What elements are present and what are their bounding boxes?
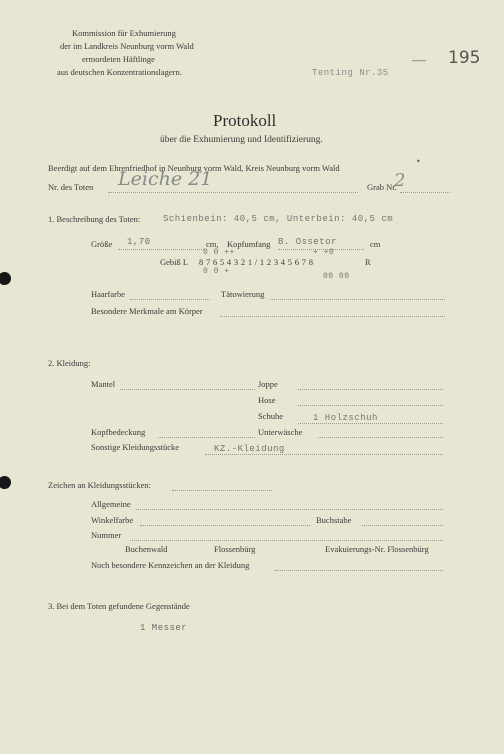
cm2-label: cm: [370, 239, 381, 249]
section2-heading: 2. Kleidung:: [48, 358, 91, 368]
tattoo-line: [270, 299, 445, 300]
nr-value: Leiche 21: [118, 168, 213, 190]
coat-label: Mantel: [91, 379, 116, 389]
marks-label: Besondere Merkmale am Körper: [91, 306, 203, 316]
shoes-value: 1 Holzschuh: [313, 413, 378, 423]
teeth-lower-right: 00 00: [323, 272, 350, 281]
org-line-3: ermordeten Häftlinge: [82, 54, 155, 64]
teeth-lower-left: 0 0 +: [203, 267, 230, 276]
teeth-upper-right: + +0: [313, 248, 335, 257]
underwear-label: Unterwäsche: [258, 427, 303, 437]
general-line: [136, 509, 443, 510]
nr-label: Nr. des Toten: [48, 182, 94, 192]
trousers-label: Hose: [258, 395, 276, 405]
number-label: Nummer: [91, 530, 122, 540]
special-signs-line: [275, 570, 443, 571]
head-label: Kopfumfang: [227, 239, 271, 249]
angle-color-label: Winkelfarbe: [91, 515, 134, 525]
angle-color-line: [140, 525, 310, 526]
punch-hole-top: [0, 272, 11, 285]
general-label: Allgemeine: [91, 499, 131, 509]
jacket-line: [298, 389, 443, 390]
headwear-label: Kopfbedeckung: [91, 427, 146, 437]
number-line: [130, 540, 443, 541]
found-item-value: 1 Messer: [140, 623, 188, 633]
shoes-line: [298, 423, 443, 424]
section3-heading: 3. Bei dem Toten gefundene Gegenstände: [48, 601, 190, 611]
org-line-2: der im Landkreis Neunburg vorm Wald: [60, 41, 194, 51]
cm-label: cm,: [206, 239, 219, 249]
teeth-row: 8 7 6 5 4 3 2 1 / 1 2 3 4 5 6 7 8: [199, 257, 314, 267]
evacuation-label: Evakuierungs-Nr. Flossenbürg: [325, 544, 429, 554]
other-clothing-value: KZ.-Kleidung: [214, 444, 285, 454]
teeth-label: Gebiß L: [160, 257, 189, 267]
dash-mark: —: [412, 53, 426, 68]
section1-heading: 1. Beschreibung des Toten:: [48, 214, 141, 224]
burial-dot: •: [416, 157, 421, 166]
letter-line: [362, 525, 443, 526]
burial-text: Beerdigt auf dem Ehrenfriedhof in Neunburg vorm Wald, Kreis Neunburg vorm Wald: [48, 163, 340, 173]
grave-label: Grab Nr.: [367, 182, 397, 192]
hair-line: [130, 299, 210, 300]
underwear-line: [318, 437, 443, 438]
head-value: B. Ossetor: [278, 237, 338, 247]
height-label: Größe: [91, 239, 113, 249]
document-title: Protokoll: [213, 111, 277, 130]
tattoo-label: Tätowierung: [221, 289, 265, 299]
height-value: 1,70: [127, 237, 151, 247]
grave-line: [400, 192, 450, 193]
typed-reference: Tenting Nr.35: [312, 68, 389, 78]
hair-label: Haarfarbe: [91, 289, 125, 299]
marks-line: [220, 316, 445, 317]
shoes-label: Schuhe: [258, 411, 284, 421]
teeth-upper-left: 0 0 ++: [203, 248, 235, 257]
buchenwald-label: Buchenwald: [125, 544, 168, 554]
section1-typed: Schienbein: 40,5 cm, Unterbein: 40,5 cm: [163, 214, 394, 224]
height-line: [118, 249, 204, 250]
special-signs-label: Noch besondere Kennzeichen an der Kleidung: [91, 560, 250, 570]
nr-line: [108, 192, 358, 193]
signs-line: [172, 490, 272, 491]
headwear-line: [158, 437, 255, 438]
org-line-1: Kommission für Exhumierung: [72, 28, 176, 38]
jacket-label: Joppe: [258, 379, 278, 389]
punch-hole-bottom: [0, 476, 11, 489]
other-clothing-line: [205, 454, 443, 455]
document-subtitle: über die Exhumierung und Identifizierung.: [160, 135, 323, 145]
grave-value: 2: [394, 170, 406, 191]
letter-label: Buchstabe: [316, 515, 352, 525]
flossenburg-label: Flossenbürg: [214, 544, 256, 554]
teeth-r: R: [365, 257, 371, 267]
trousers-line: [298, 405, 443, 406]
org-line-4: aus deutschen Konzentrationslagern.: [57, 67, 182, 77]
other-clothing-label: Sonstige Kleidungsstücke: [91, 442, 180, 452]
page-number: 195: [448, 48, 481, 68]
signs-heading: Zeichen an Kleidungsstücken:: [48, 480, 151, 490]
coat-line: [120, 389, 255, 390]
